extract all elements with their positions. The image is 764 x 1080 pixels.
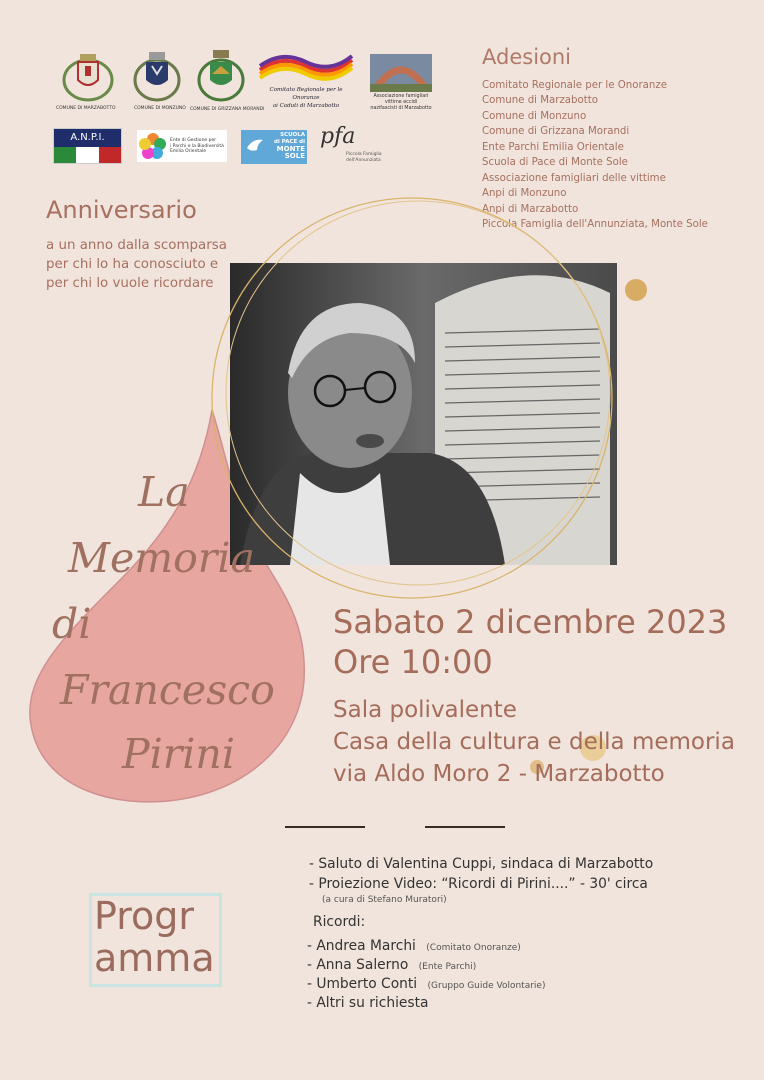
pfa-mark: pfa bbox=[320, 124, 356, 149]
logo-grizzana bbox=[190, 46, 265, 112]
associazione-label-1: Associazione famigliari bbox=[373, 94, 429, 99]
adesioni-item: Comune di Grizzana Morandi bbox=[482, 126, 630, 138]
programma-item-note: (a cura di Stefano Muratori) bbox=[322, 895, 447, 905]
logo-marzabotto bbox=[56, 48, 116, 111]
adesioni-title: Adesioni bbox=[482, 45, 572, 69]
title-word-3: di bbox=[52, 600, 92, 648]
associazione-label-2: vittime eccidi bbox=[384, 100, 418, 105]
scuola-label-3: MONTE bbox=[276, 145, 305, 153]
ricordi-name: - Anna Salerno bbox=[307, 957, 409, 973]
event-time: Ore 10:00 bbox=[333, 643, 493, 681]
event-date: Sabato 2 dicembre 2023 bbox=[333, 603, 728, 641]
programma-word-1: Progr bbox=[94, 894, 195, 938]
parchi-label-1: Ente di Gestione per bbox=[170, 138, 217, 143]
ricordi-note: (Gruppo Guide Volontarie) bbox=[427, 981, 546, 991]
comitato-label-2: ai Caduti di Marzabotto bbox=[272, 103, 340, 109]
parchi-label-2: i Parchi e la Biodiversità bbox=[170, 143, 224, 149]
ricordi-item bbox=[307, 976, 545, 992]
marzabotto-crest-icon bbox=[60, 48, 116, 104]
anniversario-line: a un anno dalla scomparsa bbox=[46, 238, 227, 253]
adesioni-item: Anpi di Marzabotto bbox=[482, 203, 579, 215]
dove-icon bbox=[245, 136, 265, 156]
venue-line: Casa della cultura e della memoria bbox=[333, 729, 735, 755]
anniversario-line: per chi lo vuole ricordare bbox=[46, 276, 214, 291]
venue-line: via Aldo Moro 2 - Marzabotto bbox=[333, 761, 665, 787]
adesioni-item: Comune di Monzuno bbox=[482, 110, 587, 122]
ricordi-item bbox=[307, 957, 476, 973]
ricordi-note: (Ente Parchi) bbox=[418, 962, 477, 972]
adesioni-item: Scuola di Pace di Monte Sole bbox=[482, 157, 628, 169]
divider bbox=[285, 826, 365, 828]
logo-grizzana-label: COMUNE DI GRIZZANA MORANDI bbox=[190, 107, 265, 112]
adesioni-item: Associazione famigliari delle vittime bbox=[482, 172, 666, 184]
anpi-label: A.N.P.I. bbox=[54, 129, 121, 147]
scuola-label-2: di PACE di bbox=[273, 139, 305, 145]
scuola-label-4: SOLE bbox=[284, 152, 305, 160]
adesioni-item: Piccola Famiglia dell'Annunziata, Monte Sole bbox=[482, 219, 708, 231]
venue-line: Sala polivalente bbox=[333, 697, 517, 723]
decorative-circles bbox=[200, 188, 650, 608]
ricordi-item bbox=[307, 938, 521, 954]
ricordi-note: (Comitato Onoranze) bbox=[426, 943, 521, 953]
logo-comitato bbox=[258, 52, 354, 108]
adesioni-item: Ente Parchi Emilia Orientale bbox=[482, 141, 624, 153]
ricordi-name: - Umberto Conti bbox=[307, 976, 418, 992]
ricordi-name: - Altri su richiesta bbox=[307, 995, 429, 1011]
logo-associazione bbox=[370, 54, 434, 112]
adesioni-item: Comune di Marzabotto bbox=[482, 95, 598, 107]
logo-monzuno bbox=[132, 48, 186, 111]
logo-monzuno-label: COMUNE DI MONZUNO bbox=[134, 106, 186, 111]
pfa-label-1: Piccola Famiglia bbox=[346, 152, 382, 157]
title-word-5: Pirini bbox=[122, 730, 235, 778]
logo-pfa bbox=[320, 124, 390, 166]
flower-icon bbox=[139, 132, 167, 160]
ricordi-name: - Andrea Marchi bbox=[307, 938, 416, 954]
logo-marzabotto-label: COMUNE DI MARZABOTTO bbox=[56, 106, 116, 111]
divider bbox=[425, 826, 505, 828]
anniversario-title: Anniversario bbox=[46, 196, 197, 224]
programma-word-2: amma bbox=[94, 936, 215, 980]
logo-scuola-pace bbox=[241, 130, 307, 164]
event-venue bbox=[333, 694, 735, 790]
anniversario-line: per chi lo ha conosciuto e bbox=[46, 257, 219, 272]
logo-anpi bbox=[53, 128, 122, 164]
title-word-4: Francesco bbox=[60, 666, 275, 714]
arch-photo-icon bbox=[370, 54, 432, 92]
adesioni-item: Anpi di Monzuno bbox=[482, 188, 567, 200]
rainbow-flag-icon bbox=[258, 52, 354, 82]
programma-item: - Proiezione Video: “Ricordi di Pirini....” - 30' circa bbox=[309, 876, 648, 892]
comitato-label-1: Comitato Regionale per le Onoranze bbox=[269, 87, 343, 101]
adesioni-item: Comitato Regionale per le Onoranze bbox=[482, 80, 667, 91]
ricordi-item bbox=[307, 995, 428, 1011]
monzuno-crest-icon bbox=[132, 48, 182, 104]
associazione-label-3: nazifascisti di Marzabotto bbox=[370, 106, 432, 111]
title-word-2: Memoria bbox=[68, 534, 255, 582]
title-word-1: La bbox=[138, 468, 190, 516]
pfa-label-2: dell'Annunziata bbox=[346, 157, 381, 163]
parchi-label-3: Emilia Orientale bbox=[170, 149, 206, 154]
ricordi-label: Ricordi: bbox=[313, 914, 366, 930]
scuola-label-1: SCUOLA bbox=[280, 132, 305, 138]
programma-item: - Saluto di Valentina Cuppi, sindaca di Marzabotto bbox=[309, 856, 654, 872]
logo-parchi bbox=[137, 130, 227, 162]
grizzana-crest-icon bbox=[196, 46, 246, 104]
